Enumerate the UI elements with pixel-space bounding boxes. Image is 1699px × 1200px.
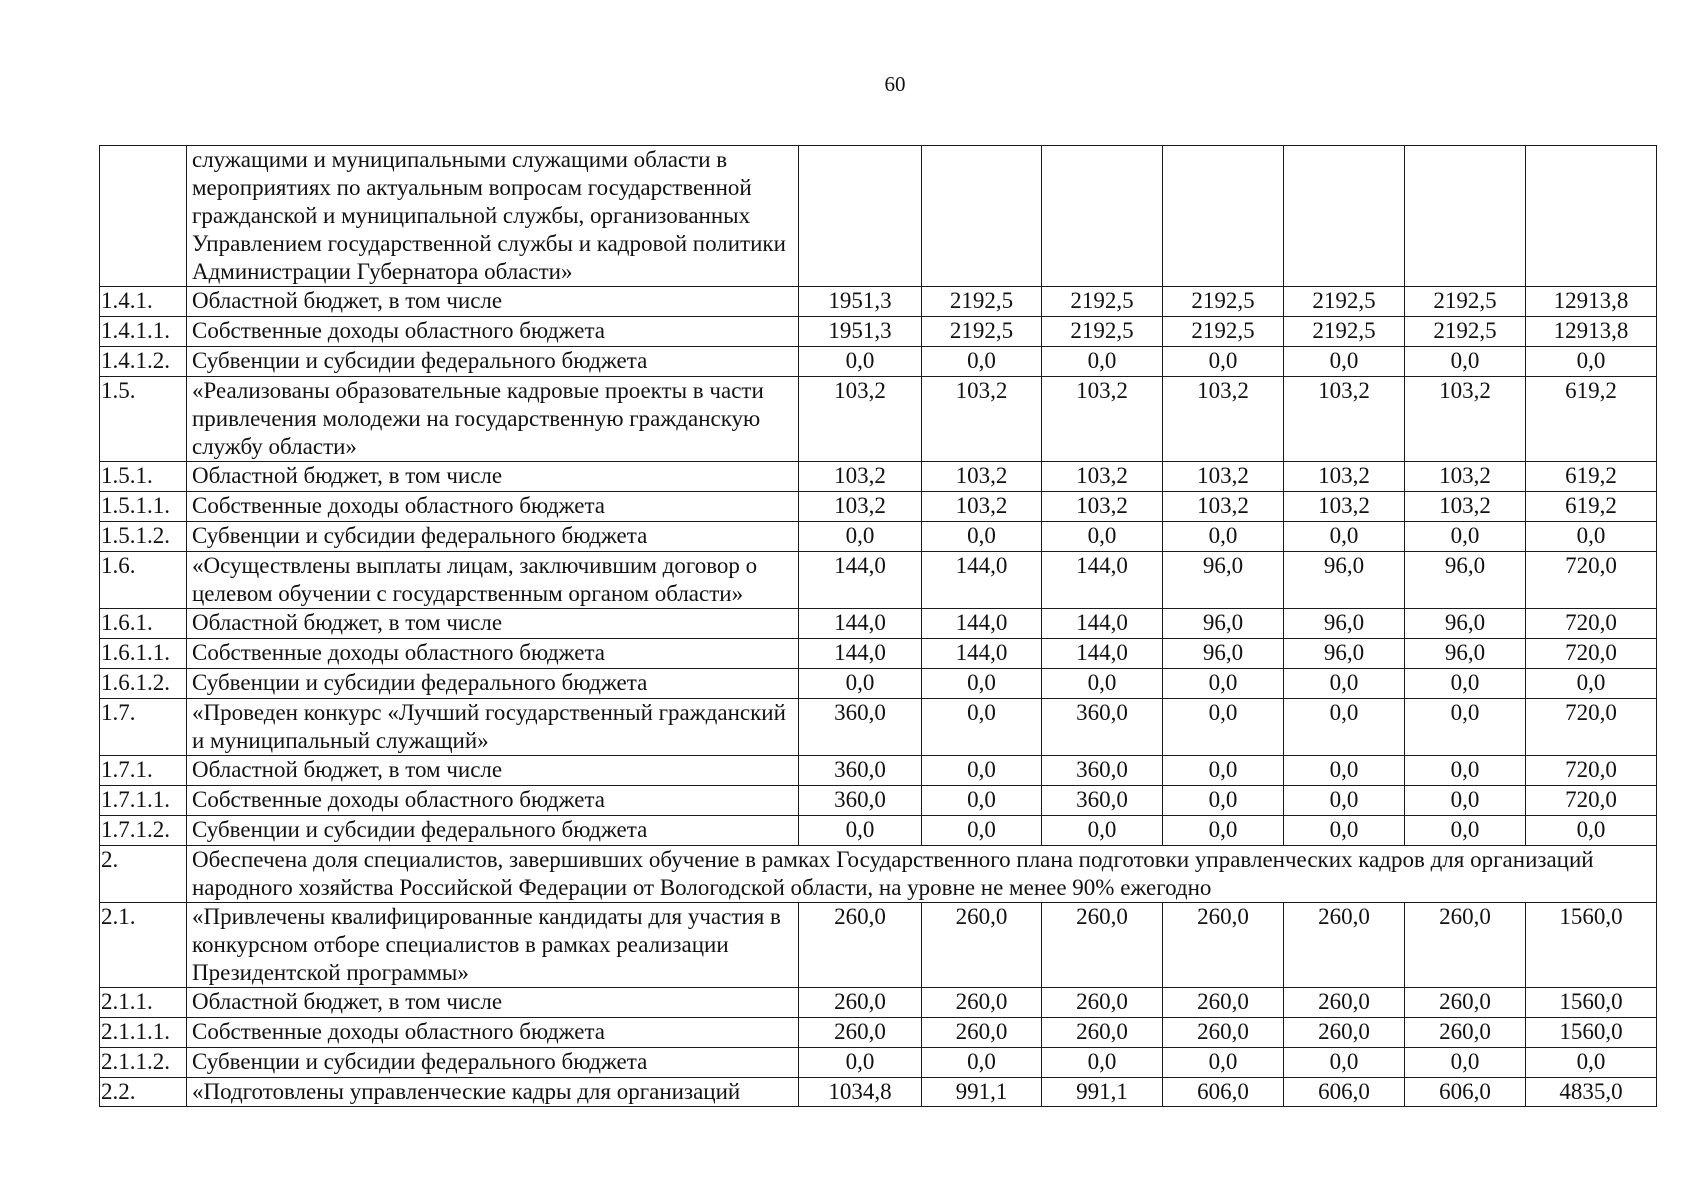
row-value: 0,0 xyxy=(799,1048,922,1078)
row-value: 2192,5 xyxy=(922,287,1042,317)
row-value: 260,0 xyxy=(1405,1018,1526,1048)
row-value: 2192,5 xyxy=(1163,287,1284,317)
row-description: Субвенции и субсидии федерального бюджета xyxy=(187,1048,799,1078)
table-row xyxy=(100,988,1657,1018)
table-row xyxy=(100,756,1657,786)
table-row xyxy=(100,492,1657,522)
row-description: служащими и муниципальными служащими области в мероприятиях по актуальным вопросам государственной гражданской и муниципальной службы, организованных Управлением государственной службы и кадровой политики Администрации Губернатора области» xyxy=(187,146,799,287)
row-description: Собственные доходы областного бюджета xyxy=(187,1018,799,1048)
row-value: 1560,0 xyxy=(1526,988,1657,1018)
row-value: 0,0 xyxy=(1405,786,1526,816)
row-value: 0,0 xyxy=(1526,816,1657,846)
row-value: 991,1 xyxy=(1042,1078,1163,1107)
row-value: 0,0 xyxy=(922,786,1042,816)
row-value: 0,0 xyxy=(1163,669,1284,699)
row-code: 1.4.1. xyxy=(100,287,187,317)
row-value: 96,0 xyxy=(1405,609,1526,639)
row-value: 103,2 xyxy=(1042,377,1163,462)
table-row xyxy=(100,522,1657,552)
row-value: 103,2 xyxy=(922,492,1042,522)
row-value: 0,0 xyxy=(1284,1048,1405,1078)
table-row xyxy=(100,146,1657,287)
row-value: 0,0 xyxy=(1042,669,1163,699)
row-value: 0,0 xyxy=(1284,786,1405,816)
row-value: 720,0 xyxy=(1526,786,1657,816)
table-row xyxy=(100,552,1657,609)
row-value: 2192,5 xyxy=(922,317,1042,347)
row-value: 260,0 xyxy=(1042,1018,1163,1048)
table-row xyxy=(100,287,1657,317)
row-code: 2.2. xyxy=(100,1078,187,1107)
row-value: 0,0 xyxy=(1163,699,1284,756)
row-code: 1.4.1.2. xyxy=(100,347,187,377)
row-value: 606,0 xyxy=(1284,1078,1405,1107)
row-value: 0,0 xyxy=(1163,347,1284,377)
row-value: 103,2 xyxy=(922,462,1042,492)
row-value: 103,2 xyxy=(1163,492,1284,522)
row-value: 0,0 xyxy=(1405,756,1526,786)
row-value: 260,0 xyxy=(1405,903,1526,988)
row-value: 144,0 xyxy=(799,639,922,669)
row-value: 360,0 xyxy=(1042,786,1163,816)
row-value: 0,0 xyxy=(1163,756,1284,786)
row-code: 1.6.1.2. xyxy=(100,669,187,699)
row-code xyxy=(100,146,187,287)
row-value: 720,0 xyxy=(1526,609,1657,639)
row-value: 144,0 xyxy=(1042,609,1163,639)
row-value: 103,2 xyxy=(1284,377,1405,462)
row-value: 1034,8 xyxy=(799,1078,922,1107)
row-description: Областной бюджет, в том числе xyxy=(187,988,799,1018)
row-code: 1.5. xyxy=(100,377,187,462)
row-value: 0,0 xyxy=(1405,347,1526,377)
row-value: 0,0 xyxy=(1163,816,1284,846)
row-value: 260,0 xyxy=(1284,1018,1405,1048)
row-value: 103,2 xyxy=(1042,492,1163,522)
row-value: 96,0 xyxy=(1163,609,1284,639)
row-value: 0,0 xyxy=(922,756,1042,786)
row-value: 0,0 xyxy=(1284,699,1405,756)
row-value: 0,0 xyxy=(922,669,1042,699)
row-value: 260,0 xyxy=(1042,988,1163,1018)
row-description: Субвенции и субсидии федерального бюджета xyxy=(187,816,799,846)
row-value: 103,2 xyxy=(799,462,922,492)
row-value: 260,0 xyxy=(922,903,1042,988)
row-value: 4835,0 xyxy=(1526,1078,1657,1107)
row-value: 144,0 xyxy=(1042,639,1163,669)
row-description: Субвенции и субсидии федерального бюджета xyxy=(187,522,799,552)
row-value: 0,0 xyxy=(922,1048,1042,1078)
row-value: 0,0 xyxy=(1042,522,1163,552)
row-value: 260,0 xyxy=(1163,903,1284,988)
budget-table xyxy=(99,145,1657,1107)
row-value: 0,0 xyxy=(922,347,1042,377)
row-value: 0,0 xyxy=(1163,786,1284,816)
row-description: Субвенции и субсидии федерального бюджета xyxy=(187,347,799,377)
row-value: 606,0 xyxy=(1405,1078,1526,1107)
row-value: 360,0 xyxy=(799,699,922,756)
row-code: 1.7. xyxy=(100,699,187,756)
row-code: 1.7.1.2. xyxy=(100,816,187,846)
row-value: 0,0 xyxy=(1284,347,1405,377)
row-value: 260,0 xyxy=(922,1018,1042,1048)
row-code: 2.1.1.2. xyxy=(100,1048,187,1078)
row-value: 0,0 xyxy=(1042,1048,1163,1078)
row-value xyxy=(922,146,1042,287)
row-value: 260,0 xyxy=(922,988,1042,1018)
row-value: 720,0 xyxy=(1526,552,1657,609)
table-row xyxy=(100,347,1657,377)
row-value: 103,2 xyxy=(1405,462,1526,492)
row-value xyxy=(1163,146,1284,287)
row-value: 96,0 xyxy=(1284,609,1405,639)
row-description: Областной бюджет, в том числе xyxy=(187,287,799,317)
row-value: 2192,5 xyxy=(1284,317,1405,347)
row-value: 0,0 xyxy=(922,816,1042,846)
row-value: 0,0 xyxy=(1526,522,1657,552)
row-value: 0,0 xyxy=(799,347,922,377)
table-row xyxy=(100,377,1657,462)
row-value: 260,0 xyxy=(1284,903,1405,988)
row-description: «Осуществлены выплаты лицам, заключившим договор о целевом обучении с государственным органом области» xyxy=(187,552,799,609)
row-value: 0,0 xyxy=(922,699,1042,756)
row-value: 0,0 xyxy=(1405,522,1526,552)
row-description: «Проведен конкурс «Лучший государственный гражданский и муниципальный служащий» xyxy=(187,699,799,756)
row-description: «Реализованы образовательные кадровые проекты в части привлечения молодежи на государственную гражданскую службу области» xyxy=(187,377,799,462)
row-value: 144,0 xyxy=(922,639,1042,669)
row-value: 0,0 xyxy=(1284,816,1405,846)
row-value: 0,0 xyxy=(1405,1048,1526,1078)
row-value: 619,2 xyxy=(1526,462,1657,492)
row-value: 260,0 xyxy=(1405,988,1526,1018)
row-value: 720,0 xyxy=(1526,756,1657,786)
row-description: «Подготовлены управленческие кадры для организаций xyxy=(187,1078,799,1107)
table-row xyxy=(100,903,1657,988)
row-value: 0,0 xyxy=(922,522,1042,552)
row-value: 0,0 xyxy=(1163,1048,1284,1078)
row-value: 720,0 xyxy=(1526,639,1657,669)
row-value: 103,2 xyxy=(1042,462,1163,492)
table-row xyxy=(100,846,1657,903)
row-description: Собственные доходы областного бюджета xyxy=(187,317,799,347)
row-value: 144,0 xyxy=(922,609,1042,639)
row-value: 0,0 xyxy=(1042,816,1163,846)
row-code: 1.6.1. xyxy=(100,609,187,639)
row-value: 103,2 xyxy=(1405,377,1526,462)
row-value: 260,0 xyxy=(799,988,922,1018)
row-code: 1.5.1.2. xyxy=(100,522,187,552)
row-code: 1.4.1.1. xyxy=(100,317,187,347)
row-value: 103,2 xyxy=(1163,462,1284,492)
row-description: Областной бюджет, в том числе xyxy=(187,462,799,492)
row-value xyxy=(1526,146,1657,287)
row-value: 0,0 xyxy=(1405,816,1526,846)
row-value: 720,0 xyxy=(1526,699,1657,756)
row-code: 1.7.1.1. xyxy=(100,786,187,816)
row-value: 2192,5 xyxy=(1163,317,1284,347)
row-value: 1560,0 xyxy=(1526,1018,1657,1048)
row-code: 1.5.1. xyxy=(100,462,187,492)
row-value: 619,2 xyxy=(1526,492,1657,522)
row-value: 606,0 xyxy=(1163,1078,1284,1107)
row-value xyxy=(1284,146,1405,287)
table-row xyxy=(100,1078,1657,1107)
row-value: 2192,5 xyxy=(1042,317,1163,347)
table-row xyxy=(100,699,1657,756)
row-code: 2. xyxy=(100,846,187,903)
table-body xyxy=(100,146,1657,1107)
row-code: 1.6.1.1. xyxy=(100,639,187,669)
row-value xyxy=(1042,146,1163,287)
row-description: Обеспечена доля специалистов, завершивших обучение в рамках Государственного плана подготовки управленческих кадров для организаций народного хозяйства Российской Федерации от Вологодской области, на уровне не менее 90% ежегодно xyxy=(187,846,1657,903)
row-value: 103,2 xyxy=(799,377,922,462)
table-row xyxy=(100,786,1657,816)
row-value: 260,0 xyxy=(1163,1018,1284,1048)
row-value: 0,0 xyxy=(1526,347,1657,377)
row-description: Собственные доходы областного бюджета xyxy=(187,639,799,669)
row-value: 96,0 xyxy=(1284,552,1405,609)
row-value: 1951,3 xyxy=(799,287,922,317)
row-value: 144,0 xyxy=(799,609,922,639)
row-value: 1560,0 xyxy=(1526,903,1657,988)
table-row xyxy=(100,669,1657,699)
page-number: 60 xyxy=(884,72,906,96)
row-value: 2192,5 xyxy=(1042,287,1163,317)
row-value: 103,2 xyxy=(1405,492,1526,522)
row-value: 96,0 xyxy=(1405,639,1526,669)
row-value: 2192,5 xyxy=(1405,287,1526,317)
row-code: 1.6. xyxy=(100,552,187,609)
row-value: 1951,3 xyxy=(799,317,922,347)
row-value: 260,0 xyxy=(1163,988,1284,1018)
row-value: 0,0 xyxy=(1526,1048,1657,1078)
row-value: 0,0 xyxy=(1526,669,1657,699)
row-value: 0,0 xyxy=(1405,669,1526,699)
row-value: 103,2 xyxy=(922,377,1042,462)
row-value: 96,0 xyxy=(1405,552,1526,609)
row-value: 0,0 xyxy=(799,816,922,846)
row-value xyxy=(1405,146,1526,287)
table-row xyxy=(100,816,1657,846)
row-value: 144,0 xyxy=(799,552,922,609)
row-value: 12913,8 xyxy=(1526,317,1657,347)
row-description: Областной бюджет, в том числе xyxy=(187,609,799,639)
row-value: 96,0 xyxy=(1163,639,1284,669)
table-row xyxy=(100,317,1657,347)
row-description: Собственные доходы областного бюджета xyxy=(187,786,799,816)
row-value: 0,0 xyxy=(799,669,922,699)
row-value: 144,0 xyxy=(1042,552,1163,609)
row-value: 103,2 xyxy=(1284,492,1405,522)
row-value: 0,0 xyxy=(1284,669,1405,699)
row-value: 0,0 xyxy=(1163,522,1284,552)
row-value: 96,0 xyxy=(1163,552,1284,609)
row-value: 2192,5 xyxy=(1405,317,1526,347)
row-value: 360,0 xyxy=(799,756,922,786)
row-value: 103,2 xyxy=(1284,462,1405,492)
row-value xyxy=(799,146,922,287)
row-value: 144,0 xyxy=(922,552,1042,609)
table-row xyxy=(100,609,1657,639)
row-value: 360,0 xyxy=(799,786,922,816)
row-value: 0,0 xyxy=(1042,347,1163,377)
row-value: 12913,8 xyxy=(1526,287,1657,317)
row-code: 2.1. xyxy=(100,903,187,988)
row-value: 0,0 xyxy=(1284,522,1405,552)
row-value: 0,0 xyxy=(799,522,922,552)
row-code: 2.1.1. xyxy=(100,988,187,1018)
row-value: 260,0 xyxy=(1284,988,1405,1018)
row-code: 1.5.1.1. xyxy=(100,492,187,522)
row-value: 96,0 xyxy=(1284,639,1405,669)
row-value: 360,0 xyxy=(1042,699,1163,756)
table-row xyxy=(100,639,1657,669)
row-value: 360,0 xyxy=(1042,756,1163,786)
row-value: 260,0 xyxy=(799,903,922,988)
row-code: 2.1.1.1. xyxy=(100,1018,187,1048)
row-description: Областной бюджет, в том числе xyxy=(187,756,799,786)
row-value: 260,0 xyxy=(1042,903,1163,988)
row-value: 2192,5 xyxy=(1284,287,1405,317)
row-value: 103,2 xyxy=(1163,377,1284,462)
row-value: 260,0 xyxy=(799,1018,922,1048)
table-row xyxy=(100,462,1657,492)
row-value: 103,2 xyxy=(799,492,922,522)
row-description: «Привлечены квалифицированные кандидаты для участия в конкурсном отборе специалистов в рамках реализации Президентской программы» xyxy=(187,903,799,988)
row-value: 991,1 xyxy=(922,1078,1042,1107)
row-value: 0,0 xyxy=(1405,699,1526,756)
row-description: Субвенции и субсидии федерального бюджета xyxy=(187,669,799,699)
table-row xyxy=(100,1048,1657,1078)
row-value: 619,2 xyxy=(1526,377,1657,462)
row-code: 1.7.1. xyxy=(100,756,187,786)
table-row xyxy=(100,1018,1657,1048)
row-value: 0,0 xyxy=(1284,756,1405,786)
row-description: Собственные доходы областного бюджета xyxy=(187,492,799,522)
